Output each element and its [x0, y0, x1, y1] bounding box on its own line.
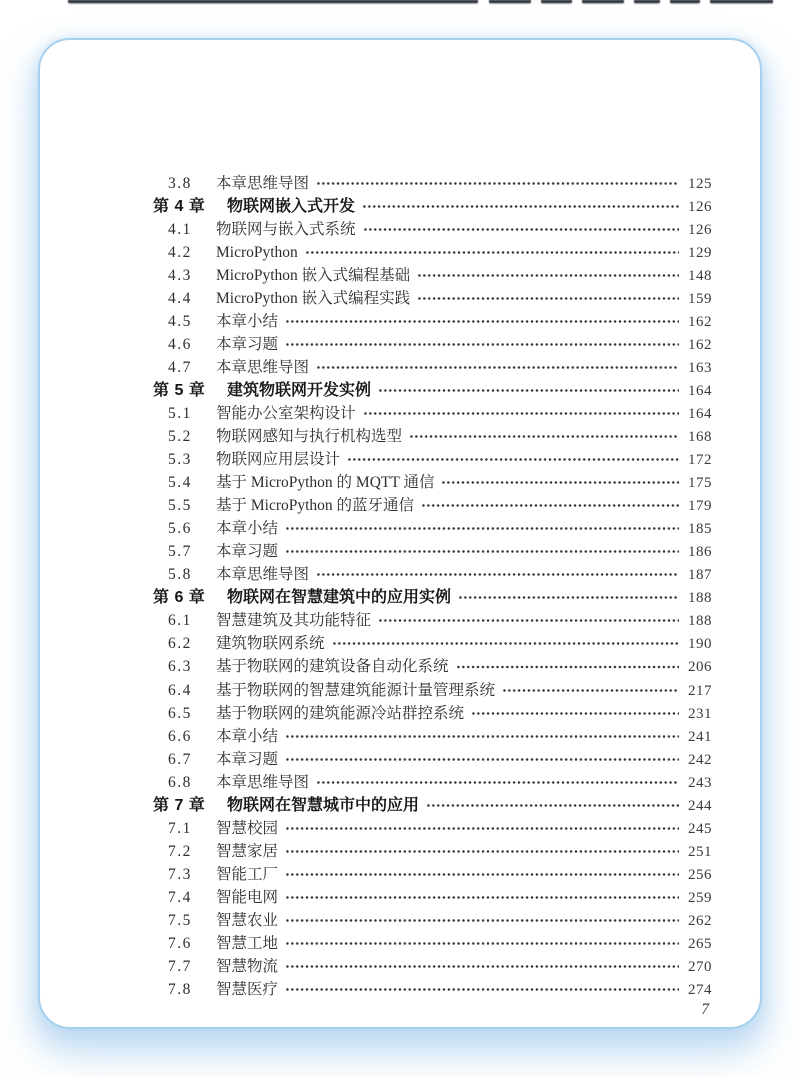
toc-entry-title: MicroPython 嵌入式编程基础 — [216, 266, 411, 284]
dot-leader — [316, 563, 679, 586]
dot-leader — [285, 932, 679, 955]
toc-entry-title: 智能办公室架构设计 — [216, 404, 356, 422]
toc-entry — [153, 540, 712, 563]
folio-page-number: 7 — [701, 1001, 710, 1018]
toc-entry-title: 智能电网 — [216, 888, 279, 906]
toc-entry-page: 172 — [688, 452, 712, 469]
toc-entry-number: 4.4 — [168, 289, 192, 307]
dot-leader — [421, 494, 679, 517]
toc-entry-page: 251 — [688, 843, 712, 860]
dot-leader — [285, 517, 679, 540]
toc-entry — [153, 586, 712, 609]
toc-entry-number: 5.3 — [168, 451, 192, 469]
table-of-contents — [153, 172, 712, 1002]
dot-leader — [285, 955, 679, 978]
dot-leader — [285, 817, 679, 840]
toc-entry — [153, 494, 712, 517]
toc-entry-page: 274 — [688, 982, 712, 999]
dot-leader — [347, 448, 679, 471]
toc-entry-title: 物联网应用层设计 — [216, 451, 341, 469]
toc-entry-title: MicroPython — [216, 243, 298, 261]
toc-entry — [153, 725, 712, 748]
toc-entry — [153, 840, 712, 863]
dot-leader — [285, 978, 679, 1001]
toc-entry — [153, 655, 712, 678]
toc-entry — [153, 195, 712, 218]
toc-entry-number: 6.5 — [168, 704, 192, 722]
dot-leader — [471, 702, 679, 725]
toc-entry-page: 126 — [688, 221, 712, 238]
toc-entry-number: 7.6 — [168, 935, 192, 953]
toc-entry-page: 162 — [688, 336, 712, 353]
dot-leader — [316, 172, 679, 195]
toc-entry-number: 7.2 — [168, 842, 192, 860]
dot-leader — [362, 195, 679, 218]
toc-entry-page: 206 — [688, 659, 712, 676]
toc-entry — [153, 978, 712, 1001]
toc-entry-number: 4.5 — [168, 312, 192, 330]
toc-entry-number: 6.8 — [168, 773, 192, 791]
toc-entry-title: 本章思维导图 — [216, 773, 310, 791]
toc-entry-title: 基于 MicroPython 的 MQTT 通信 — [216, 474, 435, 492]
dot-leader — [378, 379, 679, 402]
toc-entry — [153, 218, 712, 241]
toc-entry — [153, 609, 712, 632]
toc-entry-title: 本章习题 — [216, 335, 279, 353]
dot-leader — [285, 748, 679, 771]
toc-entry — [153, 909, 712, 932]
dot-leader — [456, 655, 679, 678]
toc-entry-page: 217 — [688, 682, 712, 699]
toc-entry-page: 256 — [688, 866, 712, 883]
toc-entry-title: 本章思维导图 — [216, 566, 310, 584]
toc-entry-number: 第 4 章 — [153, 197, 206, 215]
toc-entry-page: 125 — [688, 175, 712, 192]
toc-entry-page: 129 — [688, 244, 712, 261]
dot-leader — [285, 540, 679, 563]
toc-entry-number: 4.2 — [168, 243, 192, 261]
toc-entry-title: 物联网感知与执行机构选型 — [216, 428, 403, 446]
toc-entry — [153, 702, 712, 725]
toc-entry-title: MicroPython 嵌入式编程实践 — [216, 289, 411, 307]
toc-entry — [153, 517, 712, 540]
dot-leader — [441, 471, 679, 494]
toc-entry-number: 4.7 — [168, 358, 192, 376]
dot-leader — [285, 863, 679, 886]
toc-entry — [153, 863, 712, 886]
toc-entry-page: 243 — [688, 774, 712, 791]
toc-entry-page: 242 — [688, 751, 712, 768]
toc-entry-title: 智慧物流 — [216, 958, 279, 976]
toc-entry-page: 175 — [688, 475, 712, 492]
toc-entry-page: 244 — [688, 797, 712, 814]
page-edge-segment — [582, 0, 624, 4]
toc-entry-title: 物联网在智慧城市中的应用 — [227, 796, 420, 814]
toc-entry — [153, 794, 712, 817]
dot-leader — [305, 241, 679, 264]
toc-entry-number: 7.4 — [168, 888, 192, 906]
toc-entry-number: 5.6 — [168, 520, 192, 538]
toc-entry-number: 6.3 — [168, 658, 192, 676]
toc-entry-page: 187 — [688, 567, 712, 584]
toc-entry-page: 163 — [688, 359, 712, 376]
toc-entry — [153, 471, 712, 494]
toc-entry — [153, 287, 712, 310]
toc-entry — [153, 402, 712, 425]
toc-entry-number: 6.4 — [168, 681, 192, 699]
toc-entry-page: 179 — [688, 498, 712, 515]
toc-entry — [153, 356, 712, 379]
page-edge-segment — [634, 0, 660, 4]
toc-entry-title: 本章习题 — [216, 543, 279, 561]
toc-entry — [153, 563, 712, 586]
toc-entry — [153, 955, 712, 978]
page-edge-segment — [670, 0, 700, 4]
dot-leader — [458, 586, 679, 609]
toc-entry-page: 270 — [688, 959, 712, 976]
dot-leader — [417, 287, 679, 310]
toc-entry-number: 7.7 — [168, 958, 192, 976]
toc-entry — [153, 264, 712, 287]
toc-entry — [153, 817, 712, 840]
toc-entry-number: 6.1 — [168, 612, 192, 630]
page-edge-segment — [68, 0, 478, 4]
dot-leader — [363, 402, 679, 425]
toc-entry-title: 本章小结 — [216, 312, 279, 330]
toc-entry-number: 5.1 — [168, 404, 192, 422]
page-edge-segment — [710, 0, 773, 4]
toc-entry-page: 241 — [688, 728, 712, 745]
toc-entry-number: 5.5 — [168, 497, 192, 515]
toc-entry-title: 智慧农业 — [216, 912, 279, 929]
toc-entry-page: 188 — [688, 613, 712, 630]
dot-leader — [316, 356, 679, 379]
toc-entry-title: 物联网与嵌入式系统 — [216, 220, 356, 238]
toc-entry-title: 智慧家居 — [216, 842, 279, 860]
dot-leader — [409, 425, 679, 448]
toc-entry-page: 245 — [688, 820, 712, 837]
toc-entry-page: 186 — [688, 544, 712, 561]
toc-entry-title: 本章小结 — [216, 520, 279, 538]
toc-entry-number: 3.8 — [168, 174, 192, 192]
toc-entry-number: 第 6 章 — [153, 589, 206, 607]
dot-leader — [285, 840, 679, 863]
toc-entry-title: 智慧校园 — [216, 819, 279, 837]
toc-entry — [153, 379, 712, 402]
toc-entry — [153, 886, 712, 909]
toc-entry-title: 本章思维导图 — [216, 358, 310, 376]
toc-entry — [153, 932, 712, 955]
toc-entry-title: 本章习题 — [216, 750, 279, 768]
toc-entry-page: 265 — [688, 936, 712, 953]
toc-entry-page: 159 — [688, 290, 712, 307]
toc-entry-title: 物联网在智慧建筑中的应用实例 — [227, 589, 452, 607]
dot-leader — [285, 725, 679, 748]
toc-entry-number: 4.3 — [168, 266, 192, 284]
dot-leader — [285, 310, 679, 333]
dot-leader — [285, 909, 679, 932]
toc-entry — [153, 748, 712, 771]
dot-leader — [502, 679, 679, 702]
toc-entry-page: 164 — [688, 382, 712, 399]
toc-entry-page: 168 — [688, 429, 712, 446]
toc-entry-number: 6.7 — [168, 750, 192, 768]
toc-entry-number: 4.1 — [168, 220, 192, 238]
dot-leader — [378, 609, 679, 632]
toc-entry-page: 262 — [688, 913, 712, 929]
page-edge-segment — [541, 0, 572, 4]
toc-entry — [153, 310, 712, 333]
toc-entry-number: 6.6 — [168, 727, 192, 745]
toc-entry-title: 本章思维导图 — [216, 174, 310, 192]
toc-entry-title: 基于 MicroPython 的蓝牙通信 — [216, 497, 415, 515]
toc-entry-number: 6.2 — [168, 635, 192, 653]
toc-entry — [153, 241, 712, 264]
toc-entry-title: 智慧建筑及其功能特征 — [216, 612, 372, 630]
toc-entry-page: 126 — [688, 198, 712, 215]
toc-entry — [153, 425, 712, 448]
toc-entry — [153, 679, 712, 702]
toc-entry-title: 基于物联网的建筑设备自动化系统 — [216, 658, 449, 676]
dot-leader — [417, 264, 679, 287]
toc-entry — [153, 448, 712, 471]
toc-entry-number: 7.1 — [168, 819, 192, 837]
toc-entry — [153, 632, 712, 655]
dot-leader — [285, 333, 679, 356]
toc-entry — [153, 172, 712, 195]
toc-entry-title: 建筑物联网系统 — [216, 635, 325, 653]
toc-entry-number: 5.2 — [168, 428, 192, 446]
toc-entry-number: 7.8 — [168, 981, 192, 999]
dot-leader — [285, 886, 679, 909]
toc-entry-page: 162 — [688, 313, 712, 330]
toc-entry-title: 智能工厂 — [216, 865, 279, 883]
toc-entry-number: 5.7 — [168, 543, 192, 561]
toc-entry — [153, 771, 712, 794]
toc-entry-page: 190 — [688, 636, 712, 653]
toc-entry-title: 基于物联网的智慧建筑能源计量管理系统 — [216, 681, 496, 699]
dot-leader — [363, 218, 679, 241]
page-edge-segment — [489, 0, 531, 4]
toc-entry-title: 基于物联网的建筑能源冷站群控系统 — [216, 704, 465, 722]
toc-entry-title: 本章小结 — [216, 727, 279, 745]
dot-leader — [332, 632, 679, 655]
toc-entry-number: 4.6 — [168, 335, 192, 353]
toc-entry-number: 7.5 — [168, 912, 192, 929]
toc-entry-page: 148 — [688, 267, 712, 284]
toc-entry-page: 231 — [688, 705, 712, 722]
dot-leader — [316, 771, 679, 794]
toc-entry-title: 智慧医疗 — [216, 981, 279, 999]
toc-entry-page: 188 — [688, 590, 712, 607]
toc-entry-number: 7.3 — [168, 865, 192, 883]
toc-entry-number: 5.4 — [168, 474, 192, 492]
toc-entry-page: 185 — [688, 521, 712, 538]
toc-entry-number: 第 5 章 — [153, 381, 206, 399]
toc-entry-page: 259 — [688, 889, 712, 906]
toc-entry-title: 智慧工地 — [216, 935, 279, 953]
toc-page-card — [38, 38, 762, 1029]
toc-entry-number: 5.8 — [168, 566, 192, 584]
toc-entry-title: 建筑物联网开发实例 — [227, 381, 372, 399]
dot-leader — [426, 794, 679, 817]
toc-entry — [153, 333, 712, 356]
toc-entry-number: 第 7 章 — [153, 796, 206, 814]
previous-page-edge-artifact — [0, 0, 800, 5]
toc-entry-title: 物联网嵌入式开发 — [227, 197, 356, 215]
toc-entry-page: 164 — [688, 405, 712, 422]
